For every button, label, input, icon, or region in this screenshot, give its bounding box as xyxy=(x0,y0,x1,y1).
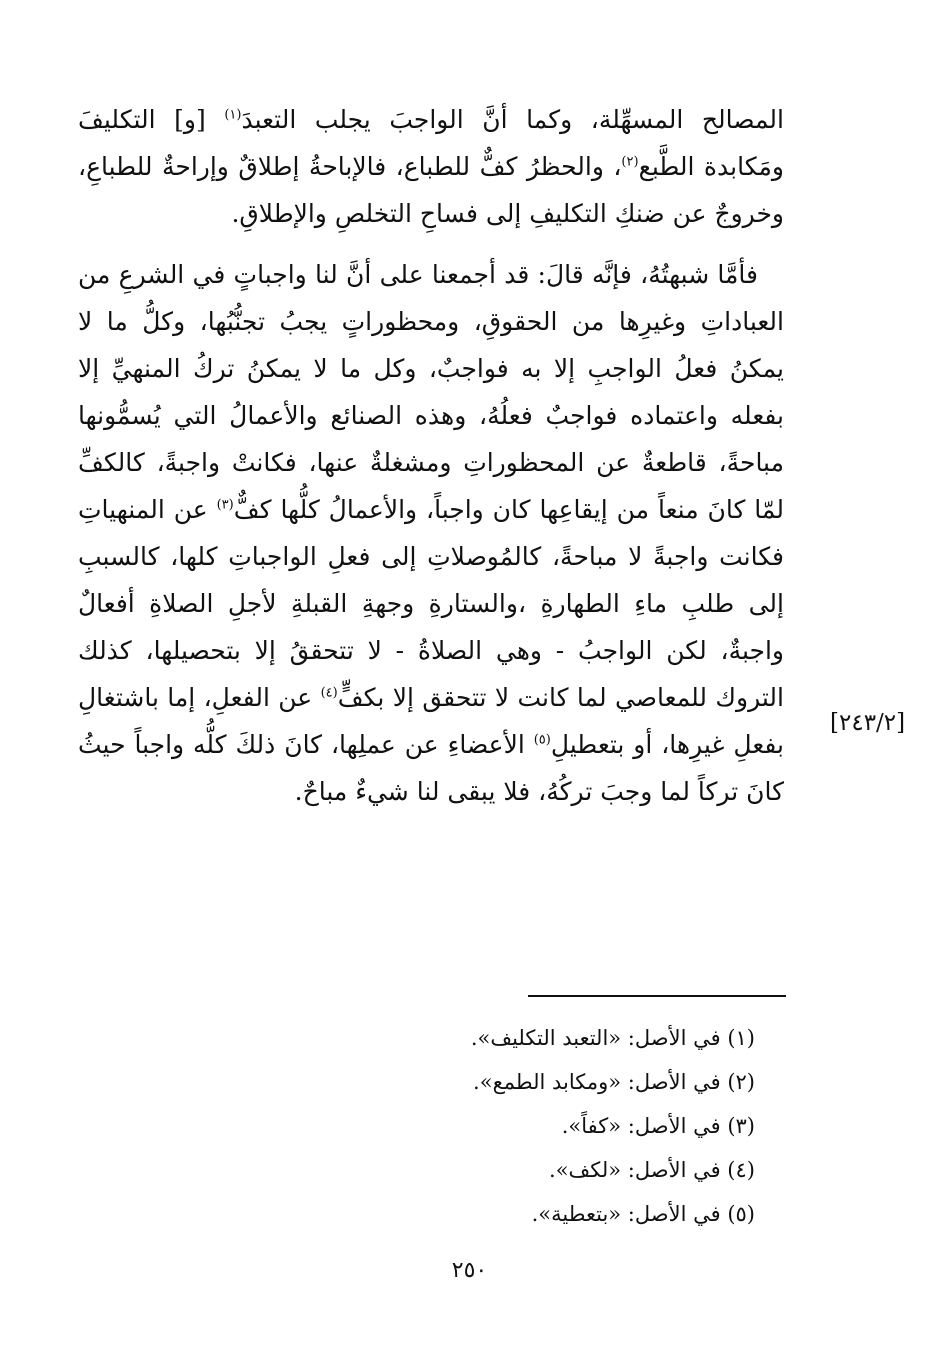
footnotes xyxy=(380,1016,755,1236)
paragraph-1-text-c: ، والحظرُ كفٌّ للطباع، فالإباحةُ إطلاقٌ وإراحةٌ للطباعِ، وخروجٌ عن ضنكِ التكليفِ إلى فساحِ التخلصِ والإطلاقِ. xyxy=(78,152,784,228)
page-number: ٢٥٠ xyxy=(451,1258,488,1283)
footnote-marker-3: (٣) xyxy=(216,497,234,513)
footnote-marker-2: (٢) xyxy=(621,154,639,170)
paragraph-1-text-b: [و] التكليفَ ومَكابدة الطَّبع xyxy=(78,105,784,181)
footnote-separator xyxy=(528,995,786,997)
footnote-3: (٣) في الأصل: «كفاً». xyxy=(561,1114,755,1138)
paragraph-2-text-b: عن المنهياتِ فكانت واجبةً لا مباحةً، كالمُوصلاتِ إلى فعلِ الواجباتِ كلها، كالسببِ إلى طلبِ ماءِ الطهارةِ ،والستارةِ وجهةِ القبلةِ لأجلِ الصلاةِ أفعالٌ واجبةٌ، لكن الواجبُ - وهي الصلاةُ - لا تتحققُ إلا بتحصيلها، كذلك التروك للمعاصي لما كانت لا تتحقق إلا بكفٍّ xyxy=(78,495,784,712)
footnote-4: (٤) في الأصل: «لكف». xyxy=(549,1158,755,1182)
paragraph-2-text-a: فأمَّا شبهتُهُ، فإنَّه قالَ: قد أجمعنا على أنَّ لنا واجباتٍ في الشرعِ من العباداتِ وغيرِها من الحقوقِ، ومحظوراتٍ يجبُ تجنُّبُها، وكلُّ ما لا يمكنُ فعلُ الواجبِ إلا به فواجبٌ، وكل ما لا يمكنُ تركُ المنهيِّ إلا بفعله واعتماده فواجبٌ فعلُهُ، وهذه الصنائع والأعمالُ التي يُسمُّونها مباحةً، قاطعةٌ عن المحظوراتِ ومشغلةٌ عنها، فكانتْ واجبةً، كالكفِّ لمّا كانَ منعاً من إيقاعِها كان واجباً، والأعمالُ كلُّها كفٌّ xyxy=(78,260,784,524)
paragraph-1 xyxy=(78,96,784,237)
footnote-5: (٥) في الأصل: «بتعطية». xyxy=(531,1202,755,1226)
paragraph-2 xyxy=(78,251,784,815)
footnote-marker-4: (٤) xyxy=(320,685,338,701)
footnote-2: (٢) في الأصل: «ومكابد الطمع». xyxy=(473,1070,755,1094)
footnote-1: (١) في الأصل: «التعبد التكليف». xyxy=(470,1026,755,1050)
paragraph-2-text-d: الأعضاءِ عن عملِها، كانَ ذلكَ كلُّه واجباً حيثُ كانَ تركاً لما وجبَ تركُهُ، فلا يبقى لنا شيءٌ مباحٌ. xyxy=(78,730,784,806)
margin-reference: [٢٤٣/٢] xyxy=(830,710,906,736)
main-text-block xyxy=(78,96,784,815)
footnote-marker-5: (٥) xyxy=(533,732,551,748)
paragraph-1-text-a: المصالح المسهِّلة، وكما أنَّ الواجبَ يجلب التعبدَ xyxy=(241,105,784,134)
footnote-marker-1: (١) xyxy=(224,107,242,123)
paragraph-2-text-c: عن الفعلِ، إما باشتغالِ بفعلِ غيرِها، أو بتعطيلِ xyxy=(78,683,784,759)
